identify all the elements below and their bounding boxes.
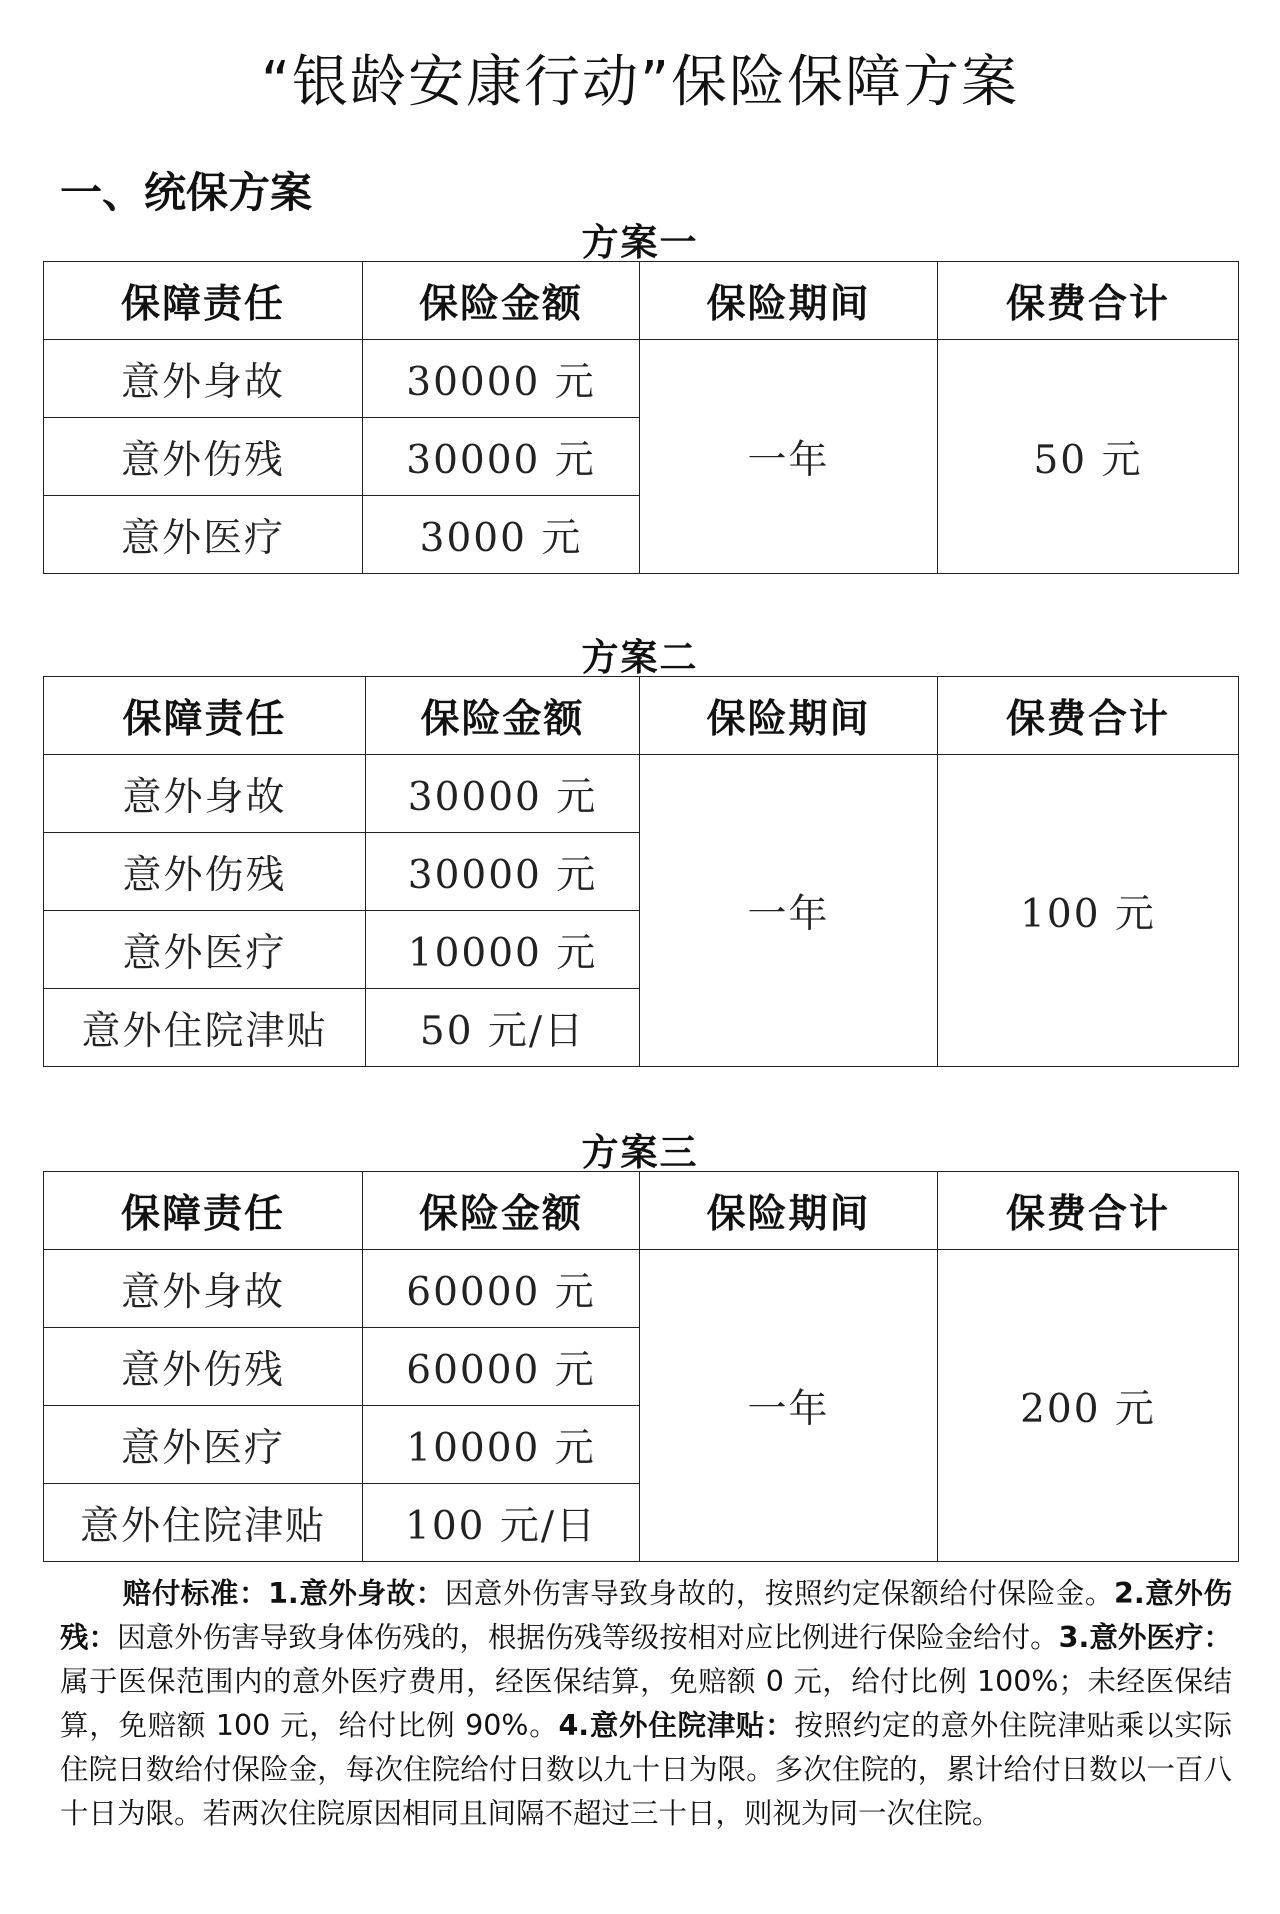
page-title: “银龄安康行动”保险保障方案 bbox=[260, 50, 1020, 115]
compensation-notes bbox=[60, 1572, 1232, 1836]
note-label-medical: 3.意外医疗： bbox=[1058, 1621, 1232, 1654]
header-coverage: 保障责任 bbox=[44, 262, 363, 340]
table-header-row bbox=[44, 1172, 1239, 1250]
coverage-period: 一年 bbox=[640, 1250, 938, 1562]
notes-label: 赔付标准： bbox=[122, 1577, 269, 1610]
coverage-period: 一年 bbox=[640, 755, 938, 1067]
plan-table-3 bbox=[43, 1171, 1239, 1562]
coverage-item: 意外住院津贴 bbox=[44, 989, 366, 1067]
table-row bbox=[44, 340, 1239, 418]
coverage-item: 意外身故 bbox=[44, 340, 363, 418]
header-amount: 保险金额 bbox=[363, 1172, 640, 1250]
plan-table-2 bbox=[43, 676, 1239, 1067]
coverage-amount: 60000 元 bbox=[363, 1328, 640, 1406]
coverage-amount: 30000 元 bbox=[366, 833, 640, 911]
coverage-amount: 30000 元 bbox=[363, 340, 640, 418]
premium-total: 50 元 bbox=[938, 340, 1239, 574]
coverage-item: 意外伤残 bbox=[44, 1328, 363, 1406]
note-text-death: 因意外伤害导致身故的，按照约定保额给付保险金。 bbox=[444, 1577, 1115, 1610]
coverage-amount: 30000 元 bbox=[363, 418, 640, 496]
note-text-medical: 属于医保范围内的意外医疗费用，经医保结算，免赔额 0 元，给付比例 100%；未经医保结算，免赔额 100 元，给付比例 90%。 bbox=[60, 1665, 1232, 1742]
coverage-amount: 3000 元 bbox=[363, 496, 640, 574]
coverage-item: 意外伤残 bbox=[44, 418, 363, 496]
note-label-death: 1.意外身故： bbox=[268, 1577, 445, 1610]
plan-table-1 bbox=[43, 261, 1239, 574]
header-coverage: 保障责任 bbox=[44, 677, 366, 755]
table-header-row bbox=[44, 677, 1239, 755]
header-amount: 保险金额 bbox=[363, 262, 640, 340]
plan-title-2: 方案二 bbox=[581, 636, 699, 679]
coverage-amount: 50 元/日 bbox=[366, 989, 640, 1067]
header-premium: 保费合计 bbox=[938, 677, 1239, 755]
plan-title-3: 方案三 bbox=[581, 1131, 699, 1174]
coverage-item: 意外身故 bbox=[44, 755, 366, 833]
coverage-amount: 10000 元 bbox=[366, 911, 640, 989]
header-period: 保险期间 bbox=[640, 1172, 938, 1250]
premium-total: 100 元 bbox=[938, 755, 1239, 1067]
header-premium: 保费合计 bbox=[938, 262, 1239, 340]
table-header-row bbox=[44, 262, 1239, 340]
coverage-item: 意外医疗 bbox=[44, 911, 366, 989]
header-premium: 保费合计 bbox=[938, 1172, 1239, 1250]
premium-total: 200 元 bbox=[938, 1250, 1239, 1562]
coverage-amount: 100 元/日 bbox=[363, 1484, 640, 1562]
coverage-item: 意外医疗 bbox=[44, 1406, 363, 1484]
table-row bbox=[44, 755, 1239, 833]
coverage-amount: 60000 元 bbox=[363, 1250, 640, 1328]
header-amount: 保险金额 bbox=[366, 677, 640, 755]
note-label-disability: 2.意外伤残： bbox=[60, 1577, 1232, 1654]
section-heading: 一、统保方案 bbox=[60, 168, 313, 217]
note-text-disability: 因意外伤害导致身体伤残的，根据伤残等级按相对应比例进行保险金给付。 bbox=[117, 1621, 1059, 1654]
header-coverage: 保障责任 bbox=[44, 1172, 363, 1250]
coverage-period: 一年 bbox=[640, 340, 938, 574]
header-period: 保险期间 bbox=[640, 677, 938, 755]
table-row bbox=[44, 1250, 1239, 1328]
coverage-amount: 10000 元 bbox=[363, 1406, 640, 1484]
coverage-item: 意外身故 bbox=[44, 1250, 363, 1328]
coverage-item: 意外医疗 bbox=[44, 496, 363, 574]
note-label-hospital-allowance: 4.意外住院津贴： bbox=[558, 1709, 795, 1742]
coverage-item: 意外伤残 bbox=[44, 833, 366, 911]
coverage-item: 意外住院津贴 bbox=[44, 1484, 363, 1562]
coverage-amount: 30000 元 bbox=[366, 755, 640, 833]
plan-title-1: 方案一 bbox=[581, 221, 699, 264]
header-period: 保险期间 bbox=[640, 262, 938, 340]
note-text-hospital-allowance: 按照约定的意外住院津贴乘以实际住院日数给付保险金，每次住院给付日数以九十日为限。多次住院的，累计给付日数以一百八十日为限。若两次住院原因相同且间隔不超过三十日，则视为同一次住院。 bbox=[60, 1709, 1232, 1830]
